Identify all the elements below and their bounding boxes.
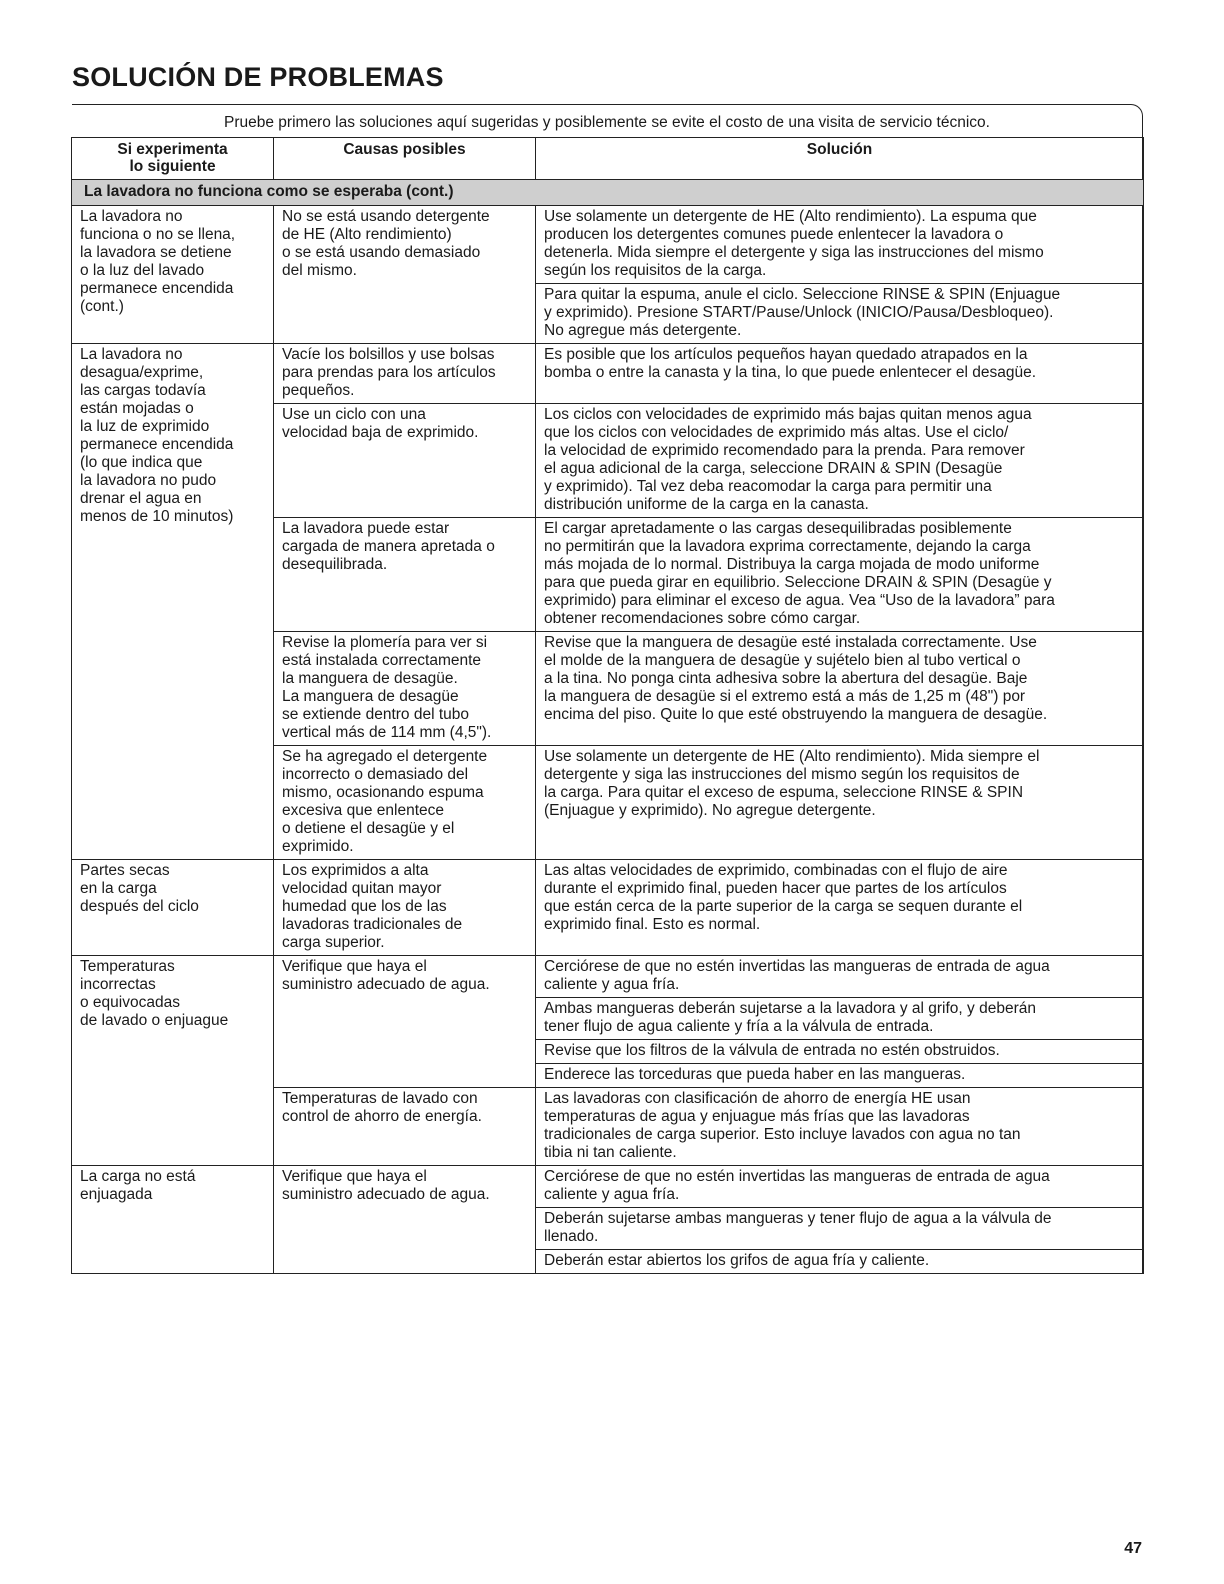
solution-cell: Use solamente un detergente de HE (Alto rendimiento). Mida siempre el detergente y siga las instrucciones del mismo según los requisitos de la carga. Para quitar el exceso de espuma, seleccione RINSE & SPIN (Enjuague y exprimido). No agregue detergente. — [536, 746, 1144, 860]
table-row — [72, 1166, 1144, 1208]
header-solution: Solución — [536, 138, 1144, 180]
table-header-row — [72, 138, 1144, 180]
solution-cell: Revise que los filtros de la válvula de entrada no estén obstruidos. — [536, 1040, 1144, 1064]
solution-cell: Enderece las torceduras que pueda haber en las mangueras. — [536, 1064, 1144, 1088]
page-title: SOLUCIÓN DE PROBLEMAS — [72, 62, 444, 92]
table-row — [72, 860, 1144, 956]
solution-cell: Deberán sujetarse ambas mangueras y tener flujo de agua a la válvula de llenado. — [536, 1208, 1144, 1250]
table-body — [72, 180, 1144, 1274]
solution-cell: Los ciclos con velocidades de exprimido más bajas quitan menos agua que los ciclos con velocidades de exprimido más altas. Use el ciclo/ la velocidad de exprimido recomendado para la prenda. Para remover el agua adicional de la carga, seleccione DRAIN & SPIN (Desagüe y exprimido). Tal vez deba reacomodar la carga para permitir una distribución uniforme de la carga en la canasta. — [536, 404, 1144, 518]
troubleshooting-table — [71, 137, 1144, 1274]
cause-cell: No se está usando detergente de HE (Alto rendimiento) o se está usando demasiado del mismo. — [274, 206, 536, 344]
cause-cell: Verifique que haya el suministro adecuado de agua. — [274, 956, 536, 1088]
table-row — [72, 956, 1144, 998]
cause-cell: Los exprimidos a alta velocidad quitan mayor humedad que los de las lavadoras tradicionales de carga superior. — [274, 860, 536, 956]
table-row — [72, 344, 1144, 404]
cause-cell: Vacíe los bolsillos y use bolsas para prendas para los artículos pequeños. — [274, 344, 536, 404]
section-row — [72, 180, 1144, 206]
solution-cell: Use solamente un detergente de HE (Alto rendimiento). La espuma que producen los detergentes comunes puede enlentecer la lavadora o detenerla. Mida siempre el detergente y siga las instrucciones del mismo según los requisitos de la carga. — [536, 206, 1144, 284]
troubleshooting-frame — [72, 104, 1143, 1274]
symptom-cell: Temperaturas incorrectas o equivocadas de lavado o enjuague — [72, 956, 274, 1166]
cause-cell: Revise la plomería para ver si está instalada correctamente la manguera de desagüe. La manguera de desagüe se extiende dentro del tubo vertical más de 114 mm (4,5"). — [274, 632, 536, 746]
solution-cell: El cargar apretadamente o las cargas desequilibradas posiblemente no permitirán que la lavadora exprima correctamente, dejando la carga más mojada de lo normal. Distribuya la carga mojada de modo uniforme para que pueda girar en equilibrio. Seleccione DRAIN & SPIN (Desagüe y exprimido) para eliminar el exceso de agua. Vea “Uso de la lavadora” para obtener recomendaciones sobre cómo cargar. — [536, 518, 1144, 632]
cause-cell: La lavadora puede estar cargada de manera apretada o desequilibrada. — [274, 518, 536, 632]
solution-cell: Las altas velocidades de exprimido, combinadas con el flujo de aire durante el exprimido final, pueden hacer que partes de los artículos que están cerca de la parte superior de la carga se sequen durante el exprimido final. Esto es normal. — [536, 860, 1144, 956]
solution-cell: Revise que la manguera de desagüe esté instalada correctamente. Use el molde de la manguera de desagüe y sujételo bien al tubo vertical o a la tina. No ponga cinta adhesiva sobre la abertura del desagüe. Baje la manguera de desagüe si el extremo está a más de 1,25 m (48") por encima del piso. Quite lo que esté obstruyendo la manguera de desagüe. — [536, 632, 1144, 746]
cause-cell: Temperaturas de lavado con control de ahorro de energía. — [274, 1088, 536, 1166]
solution-cell: Cerciórese de que no estén invertidas las mangueras de entrada de agua caliente y agua fría. — [536, 1166, 1144, 1208]
section-label: La lavadora no funciona como se esperaba (cont.) — [72, 180, 1144, 206]
header-symptom: Si experimenta lo siguiente — [72, 138, 274, 180]
symptom-cell: La lavadora no funciona o no se llena, la lavadora se detiene o la luz del lavado permanece encendida (cont.) — [72, 206, 274, 344]
symptom-cell: Partes secas en la carga después del ciclo — [72, 860, 274, 956]
symptom-cell: La carga no está enjuagada — [72, 1166, 274, 1274]
page-number: 47 — [1124, 1540, 1142, 1557]
solution-cell: Deberán estar abiertos los grifos de agua fría y caliente. — [536, 1250, 1144, 1274]
header-causes: Causas posibles — [274, 138, 536, 180]
solution-cell: Ambas mangueras deberán sujetarse a la lavadora y al grifo, y deberán tener flujo de agua caliente y fría a la válvula de entrada. — [536, 998, 1144, 1040]
intro-text: Pruebe primero las soluciones aquí sugeridas y posiblemente se evite el costo de una visita de servicio técnico. — [224, 114, 990, 131]
cause-cell: Se ha agregado el detergente incorrecto o demasiado del mismo, ocasionando espuma excesiva que enlentece o detiene el desagüe y el exprimido. — [274, 746, 536, 860]
table-row — [72, 206, 1144, 284]
solution-cell: Para quitar la espuma, anule el ciclo. Seleccione RINSE & SPIN (Enjuague y exprimido). Presione START/Pause/Unlock (INICIO/Pausa/Desbloqueo). No agregue más detergente. — [536, 284, 1144, 344]
symptom-cell: La lavadora no desagua/exprime, las cargas todavía están mojadas o la luz de exprimido permanece encendida (lo que indica que la lavadora no pudo drenar el agua en menos de 10 minutos) — [72, 344, 274, 860]
cause-cell: Verifique que haya el suministro adecuado de agua. — [274, 1166, 536, 1274]
solution-cell: Es posible que los artículos pequeños hayan quedado atrapados en la bomba o entre la canasta y la tina, lo que puede enlentecer el desagüe. — [536, 344, 1144, 404]
solution-cell: Cerciórese de que no estén invertidas las mangueras de entrada de agua caliente y agua fría. — [536, 956, 1144, 998]
cause-cell: Use un ciclo con una velocidad baja de exprimido. — [274, 404, 536, 518]
solution-cell: Las lavadoras con clasificación de ahorro de energía HE usan temperaturas de agua y enjuague más frías que las lavadoras tradicionales de carga superior. Esto incluye lavados con agua no tan tibia ni tan caliente. — [536, 1088, 1144, 1166]
